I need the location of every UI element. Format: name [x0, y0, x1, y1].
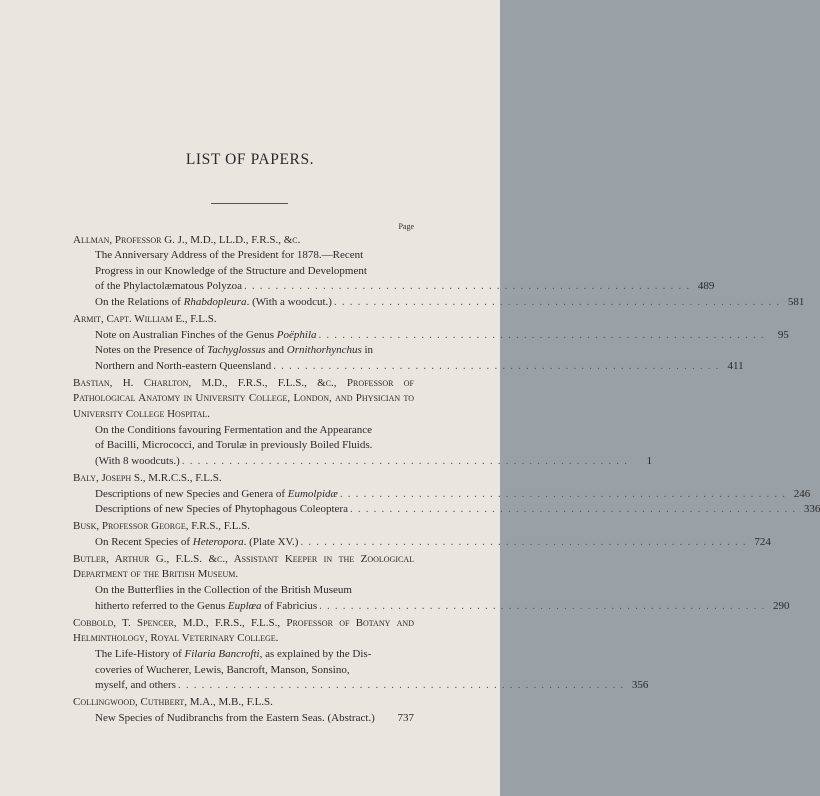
paper-entry	[73, 487, 811, 503]
text-segment: (With 8 woodcuts.)	[95, 454, 180, 467]
author-surname: Bastian	[73, 376, 110, 389]
leader-dots: . . . . . . . . . . . . . . . . . . . . . . . . . . . . . . . . . . . . . . . . . . . . . . . . . . . . . . . . .	[333, 295, 781, 308]
papers-list	[73, 231, 820, 726]
page-number: 724	[754, 535, 771, 548]
paper-last-line	[95, 279, 715, 295]
italic-taxon: Heteropora	[192, 535, 244, 548]
paper-entry	[73, 647, 649, 694]
paper-entry	[73, 423, 653, 470]
text-segment: . (Plate XV.)	[243, 535, 299, 548]
author-surname: Armit	[73, 312, 101, 325]
paper-title-line: coveries of Wucherer, Lewis, Bancroft, Manson, Sonsino,	[95, 663, 350, 676]
leader-dots: . . . . . . . . . . . . . . . . . . . . . . . . . . . . . . . . . . . . . . . . . . . . . . . . . . . . . . . . .	[349, 503, 797, 516]
paper-last-line	[95, 535, 771, 551]
paper-last-line	[95, 678, 649, 694]
leader-dots: . . . . . . . . . . . . . . . . . . . . . . . . . . . . . . . . . . . . . . . . . . . . . . . . . . . . . . . . .	[319, 599, 766, 612]
leader-dots: . . . . . . . . . . . . . . . . . . . . . . . . . . . . . . . . . . . . . . . . . . . . . . . . . . . . . . . . .	[339, 487, 787, 500]
author-details: , Joseph S., M.R.C.S., F.L.S.	[95, 471, 222, 484]
author-entry	[73, 312, 414, 328]
text-segment: in	[361, 344, 374, 357]
text-segment: Descriptions of new Species of Phytophagous Coleoptera	[95, 503, 348, 516]
italic-taxon: Tachyglossus	[207, 344, 266, 357]
paper-title-end	[95, 678, 176, 694]
leader-dots: . . . . . . . . . . . . . . . . . . . . . . . . . . . . . . . . . . . . . . . . . . . . . . . . . . . . . . . . .	[177, 679, 625, 692]
page-number: 581	[787, 295, 805, 308]
author-entry	[73, 552, 414, 583]
paper-title-end	[95, 711, 375, 727]
page-number: 489	[697, 280, 715, 293]
page-title: LIST OF PAPERS.	[185, 151, 315, 168]
author-entry	[73, 616, 414, 647]
paper-entry	[73, 711, 414, 727]
italic-taxon: Poëphila	[276, 328, 317, 341]
paper-title-end	[95, 328, 317, 344]
author-details: , Capt. William E., F.L.S.	[100, 312, 217, 325]
paper-last-line	[95, 328, 789, 344]
paper-entry	[73, 343, 744, 374]
paper-last-line	[95, 599, 790, 615]
page-number: 95	[777, 328, 789, 341]
paper-entry	[73, 535, 771, 551]
text-segment: Notes on the Presence of	[95, 344, 208, 357]
text-segment: hitherto referred to the Genus	[95, 599, 228, 612]
author-entry	[73, 471, 414, 487]
text-segment: . (With a woodcut.)	[246, 295, 332, 308]
author-entry	[73, 233, 414, 249]
paper-last-line	[95, 295, 805, 311]
paper-title-end	[95, 502, 348, 518]
paper-entry	[73, 248, 715, 295]
leader-dots: . . . . . . . . . . . . . . . . . . . . . . . . . . . . . . . . . . . . . . . . . . . . . . . . . . . . . . . . .	[181, 454, 629, 467]
text-segment: The Life-History of	[95, 647, 185, 660]
paper-title-end	[95, 535, 298, 551]
paper-last-line	[95, 502, 820, 518]
text-segment: myself, and others	[95, 679, 176, 692]
paper-title-line: On the Butterflies in the Collection of the British Museum	[95, 584, 352, 597]
paper-entry	[73, 295, 805, 311]
text-segment: of the Phylactolæmatous Polyzoa	[95, 280, 242, 293]
author-entry	[73, 695, 414, 711]
italic-taxon: Ornithorhynchus	[286, 344, 362, 357]
text-segment: Northern and North-eastern Queensland	[95, 359, 272, 372]
text-segment: On the Relations of	[95, 295, 184, 308]
italic-taxon: Filaria Bancrofti	[184, 647, 260, 660]
paper-last-line	[95, 454, 653, 470]
page-number: 737	[397, 711, 414, 724]
paper-entry	[73, 328, 789, 344]
paper-title-end	[95, 599, 317, 615]
author-entry	[73, 376, 414, 423]
author-surname: Cobbold	[73, 616, 114, 629]
paper-title-line: of Bacilli, Micrococci, and Torulæ in previously Boiled Fluids.	[95, 439, 373, 452]
italic-taxon: Eumolpidæ	[287, 487, 338, 500]
author-details: , H. Charlton, M.D., F.R.S., F.L.S., &c., Professor of Pathological Anatomy in University College, London, and Physician to University College Hospital.	[73, 376, 414, 421]
paper-title-end	[95, 295, 332, 311]
text-segment: and	[265, 344, 287, 357]
title-rule	[211, 203, 288, 204]
page-number: 411	[727, 359, 744, 372]
paper-title-line	[95, 647, 414, 663]
paper-entry	[73, 502, 820, 518]
text-segment: New Species of Nudibranchs from the Eastern Seas. (Abstract.)	[95, 711, 375, 724]
text-segment: Note on Australian Finches of the Genus	[95, 328, 277, 341]
paper-last-line	[95, 711, 414, 727]
author-entry	[73, 519, 414, 535]
page-number: 356	[631, 679, 649, 692]
author-surname: Busk	[73, 520, 97, 533]
paper-title-end	[95, 359, 271, 375]
paper-entry	[73, 583, 790, 614]
leader-dots: . . . . . . . . . . . . . . . . . . . . . . . . . . . . . . . . . . . . . . . . . . . . . . . . . . . . . . . . .	[243, 280, 691, 293]
leader-dots: . . . . . . . . . . . . . . . . . . . . . . . . . . . . . . . . . . . . . . . . . . . . . . . . . . . . . . . . .	[318, 328, 765, 341]
author-details: , Cuthbert, M.A., M.B., F.L.S.	[135, 696, 273, 709]
text-segment: Descriptions of new Species and Genera of	[95, 487, 288, 500]
paper-title-end	[95, 487, 338, 503]
page-number: 336	[803, 503, 820, 516]
author-surname: Baly	[73, 471, 96, 484]
page-column-label: Page	[398, 222, 414, 231]
text-segment: , as explained by the Dis-	[259, 647, 372, 660]
author-surname: Allman	[73, 233, 110, 246]
italic-taxon: Euplœa	[227, 599, 262, 612]
text-segment: of Fabricius	[261, 599, 318, 612]
page-number: 1	[646, 454, 653, 467]
italic-taxon: Rhabdopleura	[183, 295, 247, 308]
paper-title-line: Progress in our Knowledge of the Structure and Development	[95, 264, 367, 277]
author-surname: Collingwood	[73, 696, 135, 709]
author-details: , Professor George, F.R.S., F.L.S.	[96, 520, 251, 533]
author-details: , T. Spencer, M.D., F.R.S., F.L.S., Professor of Botany and Helminthology, Royal Veterinary College.	[73, 616, 414, 645]
author-details: , Professor G. J., M.D., LL.D., F.R.S., &c.	[109, 233, 301, 246]
paper-title-line: On the Conditions favouring Fermentation and the Appearance	[95, 423, 373, 436]
paper-title-end	[95, 454, 180, 470]
page-number: 290	[772, 599, 790, 612]
text-segment: On Recent Species of	[95, 535, 193, 548]
paper-title-line	[95, 343, 414, 359]
paper-last-line	[95, 487, 811, 503]
paper-last-line	[95, 359, 744, 375]
page-number: 246	[793, 487, 811, 500]
leader-dots: . . . . . . . . . . . . . . . . . . . . . . . . . . . . . . . . . . . . . . . . . . . . . . . . . . . . . . . . .	[300, 535, 747, 548]
paper-title-end	[95, 279, 242, 295]
leader-dots: . . . . . . . . . . . . . . . . . . . . . . . . . . . . . . . . . . . . . . . . . . . . . . . . . . . . . . . . .	[273, 359, 720, 372]
paper-title-line: The Anniversary Address of the President for 1878.—Recent	[95, 249, 364, 262]
author-surname: Butler	[73, 552, 107, 565]
author-details: , Arthur G., F.L.S. &c., Assistant Keeper in the Zoological Department of the British Museum.	[73, 552, 414, 581]
